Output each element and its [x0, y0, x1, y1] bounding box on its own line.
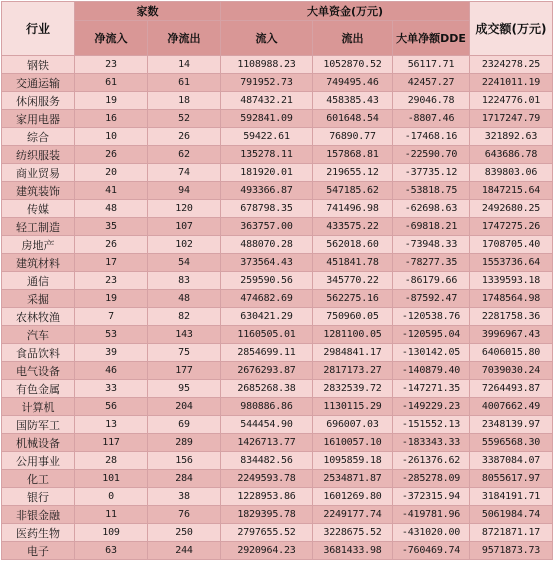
turnover-cell: 839803.06	[470, 164, 553, 182]
industry-name-cell: 电气设备	[2, 362, 75, 380]
net-in-count-cell: 53	[75, 326, 148, 344]
inflow-cell: 2685268.38	[221, 380, 313, 398]
header-households: 家数	[75, 2, 221, 21]
industry-name-cell: 传媒	[2, 200, 75, 218]
outflow-cell: 1052870.52	[313, 56, 393, 74]
net-out-count-cell: 102	[148, 236, 221, 254]
header-outflow: 流出	[313, 21, 393, 56]
table-row	[2, 380, 553, 398]
inflow-cell: 791952.73	[221, 74, 313, 92]
net-dde-cell: -149229.23	[393, 398, 470, 416]
net-dde-cell: -73948.33	[393, 236, 470, 254]
turnover-cell: 2492680.25	[470, 200, 553, 218]
table-row	[2, 308, 553, 326]
inflow-cell: 373564.43	[221, 254, 313, 272]
turnover-cell: 643686.78	[470, 146, 553, 164]
outflow-cell: 547185.62	[313, 182, 393, 200]
table-row	[2, 164, 553, 182]
net-in-count-cell: 101	[75, 470, 148, 488]
net-in-count-cell: 35	[75, 218, 148, 236]
table-row	[2, 128, 553, 146]
outflow-cell: 2984841.17	[313, 344, 393, 362]
outflow-cell: 601648.54	[313, 110, 393, 128]
turnover-cell: 5061984.74	[470, 506, 553, 524]
net-dde-cell: -78277.35	[393, 254, 470, 272]
net-dde-cell: 56117.71	[393, 56, 470, 74]
industry-name-cell: 食品饮料	[2, 344, 75, 362]
inflow-cell: 1426713.77	[221, 434, 313, 452]
industry-name-cell: 房地产	[2, 236, 75, 254]
outflow-cell: 741496.98	[313, 200, 393, 218]
inflow-cell: 1829395.78	[221, 506, 313, 524]
net-in-count-cell: 7	[75, 308, 148, 326]
table-row	[2, 434, 553, 452]
industry-name-cell: 建筑装饰	[2, 182, 75, 200]
table-row	[2, 254, 553, 272]
net-in-count-cell: 39	[75, 344, 148, 362]
net-dde-cell: -419781.96	[393, 506, 470, 524]
net-in-count-cell: 61	[75, 74, 148, 92]
table-row	[2, 416, 553, 434]
net-dde-cell: -151552.13	[393, 416, 470, 434]
outflow-cell: 2832539.72	[313, 380, 393, 398]
industry-name-cell: 交通运输	[2, 74, 75, 92]
table-row	[2, 542, 553, 560]
inflow-cell: 181920.01	[221, 164, 313, 182]
header-turnover: 成交额(万元)	[470, 2, 553, 56]
table-row	[2, 470, 553, 488]
net-in-count-cell: 10	[75, 128, 148, 146]
net-dde-cell: -17468.16	[393, 128, 470, 146]
inflow-cell: 1108988.23	[221, 56, 313, 74]
outflow-cell: 219655.12	[313, 164, 393, 182]
outflow-cell: 458385.43	[313, 92, 393, 110]
industry-name-cell: 国防军工	[2, 416, 75, 434]
net-dde-cell: -183343.33	[393, 434, 470, 452]
outflow-cell: 345770.22	[313, 272, 393, 290]
turnover-cell: 8055617.97	[470, 470, 553, 488]
net-out-count-cell: 62	[148, 146, 221, 164]
outflow-cell: 749495.46	[313, 74, 393, 92]
industry-name-cell: 计算机	[2, 398, 75, 416]
turnover-cell: 1553736.64	[470, 254, 553, 272]
net-dde-cell: -261376.62	[393, 452, 470, 470]
turnover-cell: 3184191.71	[470, 488, 553, 506]
net-out-count-cell: 14	[148, 56, 221, 74]
net-dde-cell: -87592.47	[393, 290, 470, 308]
net-in-count-cell: 26	[75, 236, 148, 254]
net-in-count-cell: 19	[75, 290, 148, 308]
outflow-cell: 696007.03	[313, 416, 393, 434]
industry-name-cell: 商业贸易	[2, 164, 75, 182]
net-in-count-cell: 56	[75, 398, 148, 416]
industry-name-cell: 钢铁	[2, 56, 75, 74]
outflow-cell: 433575.22	[313, 218, 393, 236]
turnover-cell: 6406015.80	[470, 344, 553, 362]
industry-name-cell: 家用电器	[2, 110, 75, 128]
industry-name-cell: 农林牧渔	[2, 308, 75, 326]
net-in-count-cell: 13	[75, 416, 148, 434]
net-out-count-cell: 26	[148, 128, 221, 146]
net-in-count-cell: 23	[75, 56, 148, 74]
net-in-count-cell: 20	[75, 164, 148, 182]
net-out-count-cell: 75	[148, 344, 221, 362]
net-in-count-cell: 11	[75, 506, 148, 524]
net-dde-cell: -285278.09	[393, 470, 470, 488]
net-out-count-cell: 107	[148, 218, 221, 236]
net-in-count-cell: 28	[75, 452, 148, 470]
outflow-cell: 1610057.10	[313, 434, 393, 452]
net-in-count-cell: 48	[75, 200, 148, 218]
inflow-cell: 678798.35	[221, 200, 313, 218]
inflow-cell: 2676293.87	[221, 362, 313, 380]
net-dde-cell: -22590.70	[393, 146, 470, 164]
industry-name-cell: 公用事业	[2, 452, 75, 470]
net-in-count-cell: 19	[75, 92, 148, 110]
net-dde-cell: -120595.04	[393, 326, 470, 344]
turnover-cell: 2281758.36	[470, 308, 553, 326]
net-out-count-cell: 61	[148, 74, 221, 92]
inflow-cell: 135278.11	[221, 146, 313, 164]
net-in-count-cell: 23	[75, 272, 148, 290]
table-row	[2, 182, 553, 200]
industry-name-cell: 纺织服装	[2, 146, 75, 164]
header-net-in-count: 净流入	[75, 21, 148, 56]
net-dde-cell: -372315.94	[393, 488, 470, 506]
net-dde-cell: 42457.27	[393, 74, 470, 92]
net-dde-cell: -86179.66	[393, 272, 470, 290]
net-in-count-cell: 33	[75, 380, 148, 398]
inflow-cell: 487432.21	[221, 92, 313, 110]
table-row	[2, 74, 553, 92]
net-out-count-cell: 284	[148, 470, 221, 488]
turnover-cell: 3387084.07	[470, 452, 553, 470]
net-out-count-cell: 289	[148, 434, 221, 452]
table-row	[2, 290, 553, 308]
net-out-count-cell: 76	[148, 506, 221, 524]
industry-name-cell: 综合	[2, 128, 75, 146]
net-dde-cell: -431020.00	[393, 524, 470, 542]
inflow-cell: 1160505.01	[221, 326, 313, 344]
turnover-cell: 1847215.64	[470, 182, 553, 200]
net-in-count-cell: 0	[75, 488, 148, 506]
turnover-cell: 1224776.01	[470, 92, 553, 110]
industry-name-cell: 化工	[2, 470, 75, 488]
industry-name-cell: 采掘	[2, 290, 75, 308]
industry-name-cell: 休闲服务	[2, 92, 75, 110]
net-out-count-cell: 54	[148, 254, 221, 272]
inflow-cell: 488070.28	[221, 236, 313, 254]
table-row	[2, 92, 553, 110]
net-dde-cell: -760469.74	[393, 542, 470, 560]
outflow-cell: 1281100.05	[313, 326, 393, 344]
inflow-cell: 2797655.52	[221, 524, 313, 542]
outflow-cell: 3681433.98	[313, 542, 393, 560]
turnover-cell: 1747275.26	[470, 218, 553, 236]
outflow-cell: 750960.05	[313, 308, 393, 326]
industry-name-cell: 机械设备	[2, 434, 75, 452]
net-dde-cell: -147271.35	[393, 380, 470, 398]
net-dde-cell: -120538.76	[393, 308, 470, 326]
net-dde-cell: -53818.75	[393, 182, 470, 200]
net-dde-cell: 29046.78	[393, 92, 470, 110]
inflow-cell: 59422.61	[221, 128, 313, 146]
industry-name-cell: 建筑材料	[2, 254, 75, 272]
turnover-cell: 321892.63	[470, 128, 553, 146]
turnover-cell: 4007662.49	[470, 398, 553, 416]
net-out-count-cell: 48	[148, 290, 221, 308]
inflow-cell: 363757.00	[221, 218, 313, 236]
inflow-cell: 630421.29	[221, 308, 313, 326]
industry-name-cell: 通信	[2, 272, 75, 290]
inflow-cell: 1228953.86	[221, 488, 313, 506]
net-out-count-cell: 244	[148, 542, 221, 560]
inflow-cell: 493366.87	[221, 182, 313, 200]
header-inflow: 流入	[221, 21, 313, 56]
net-dde-cell: -37735.12	[393, 164, 470, 182]
net-in-count-cell: 109	[75, 524, 148, 542]
outflow-cell: 3228675.52	[313, 524, 393, 542]
net-out-count-cell: 18	[148, 92, 221, 110]
table-row	[2, 326, 553, 344]
net-dde-cell: -8807.46	[393, 110, 470, 128]
outflow-cell: 1130115.29	[313, 398, 393, 416]
inflow-cell: 592841.09	[221, 110, 313, 128]
turnover-cell: 1748564.98	[470, 290, 553, 308]
outflow-cell: 562275.16	[313, 290, 393, 308]
turnover-cell: 7039030.24	[470, 362, 553, 380]
net-dde-cell: -130142.05	[393, 344, 470, 362]
table-row	[2, 452, 553, 470]
header-net-dde: 大单净额DDE	[393, 21, 470, 56]
net-out-count-cell: 52	[148, 110, 221, 128]
outflow-cell: 76890.77	[313, 128, 393, 146]
table-row	[2, 524, 553, 542]
net-out-count-cell: 204	[148, 398, 221, 416]
table-row	[2, 398, 553, 416]
table-row	[2, 362, 553, 380]
turnover-cell: 1717247.79	[470, 110, 553, 128]
table-row	[2, 110, 553, 128]
turnover-cell: 3996967.43	[470, 326, 553, 344]
inflow-cell: 980886.86	[221, 398, 313, 416]
outflow-cell: 1601269.80	[313, 488, 393, 506]
outflow-cell: 2534871.87	[313, 470, 393, 488]
net-out-count-cell: 177	[148, 362, 221, 380]
net-out-count-cell: 120	[148, 200, 221, 218]
header-industry: 行业	[2, 2, 75, 56]
table-row	[2, 146, 553, 164]
table-row	[2, 272, 553, 290]
table-row	[2, 488, 553, 506]
inflow-cell: 259590.56	[221, 272, 313, 290]
table-row	[2, 218, 553, 236]
net-out-count-cell: 156	[148, 452, 221, 470]
net-out-count-cell: 250	[148, 524, 221, 542]
net-out-count-cell: 95	[148, 380, 221, 398]
industry-name-cell: 汽车	[2, 326, 75, 344]
industry-fund-flow-table	[1, 1, 553, 560]
turnover-cell: 2241011.19	[470, 74, 553, 92]
turnover-cell: 5596568.30	[470, 434, 553, 452]
turnover-cell: 1339593.18	[470, 272, 553, 290]
outflow-cell: 2817173.27	[313, 362, 393, 380]
net-in-count-cell: 41	[75, 182, 148, 200]
net-in-count-cell: 46	[75, 362, 148, 380]
industry-name-cell: 银行	[2, 488, 75, 506]
net-out-count-cell: 82	[148, 308, 221, 326]
turnover-cell: 8721871.17	[470, 524, 553, 542]
turnover-cell: 2348139.97	[470, 416, 553, 434]
inflow-cell: 2920964.23	[221, 542, 313, 560]
inflow-cell: 474682.69	[221, 290, 313, 308]
table-row	[2, 200, 553, 218]
industry-name-cell: 非银金融	[2, 506, 75, 524]
industry-name-cell: 电子	[2, 542, 75, 560]
header-big-money: 大单资金(万元)	[221, 2, 470, 21]
net-dde-cell: -140879.40	[393, 362, 470, 380]
outflow-cell: 451841.78	[313, 254, 393, 272]
header-net-out-count: 净流出	[148, 21, 221, 56]
net-out-count-cell: 74	[148, 164, 221, 182]
fund-flow-table-container	[1, 1, 552, 559]
table-row	[2, 344, 553, 362]
industry-name-cell: 有色金属	[2, 380, 75, 398]
turnover-cell: 9571873.73	[470, 542, 553, 560]
outflow-cell: 1095859.18	[313, 452, 393, 470]
turnover-cell: 1708705.40	[470, 236, 553, 254]
industry-name-cell: 轻工制造	[2, 218, 75, 236]
outflow-cell: 157868.81	[313, 146, 393, 164]
turnover-cell: 7264493.87	[470, 380, 553, 398]
table-header	[2, 2, 553, 56]
net-out-count-cell: 143	[148, 326, 221, 344]
net-out-count-cell: 38	[148, 488, 221, 506]
net-dde-cell: -69818.21	[393, 218, 470, 236]
net-dde-cell: -62698.63	[393, 200, 470, 218]
inflow-cell: 2854699.11	[221, 344, 313, 362]
net-in-count-cell: 117	[75, 434, 148, 452]
inflow-cell: 834482.56	[221, 452, 313, 470]
net-out-count-cell: 83	[148, 272, 221, 290]
table-body	[2, 56, 553, 560]
industry-name-cell: 医药生物	[2, 524, 75, 542]
net-in-count-cell: 63	[75, 542, 148, 560]
outflow-cell: 562018.60	[313, 236, 393, 254]
inflow-cell: 544454.90	[221, 416, 313, 434]
net-out-count-cell: 94	[148, 182, 221, 200]
net-in-count-cell: 17	[75, 254, 148, 272]
table-row	[2, 506, 553, 524]
net-in-count-cell: 26	[75, 146, 148, 164]
inflow-cell: 2249593.78	[221, 470, 313, 488]
net-out-count-cell: 69	[148, 416, 221, 434]
outflow-cell: 2249177.74	[313, 506, 393, 524]
net-in-count-cell: 16	[75, 110, 148, 128]
table-row	[2, 236, 553, 254]
turnover-cell: 2324278.25	[470, 56, 553, 74]
table-row	[2, 56, 553, 74]
